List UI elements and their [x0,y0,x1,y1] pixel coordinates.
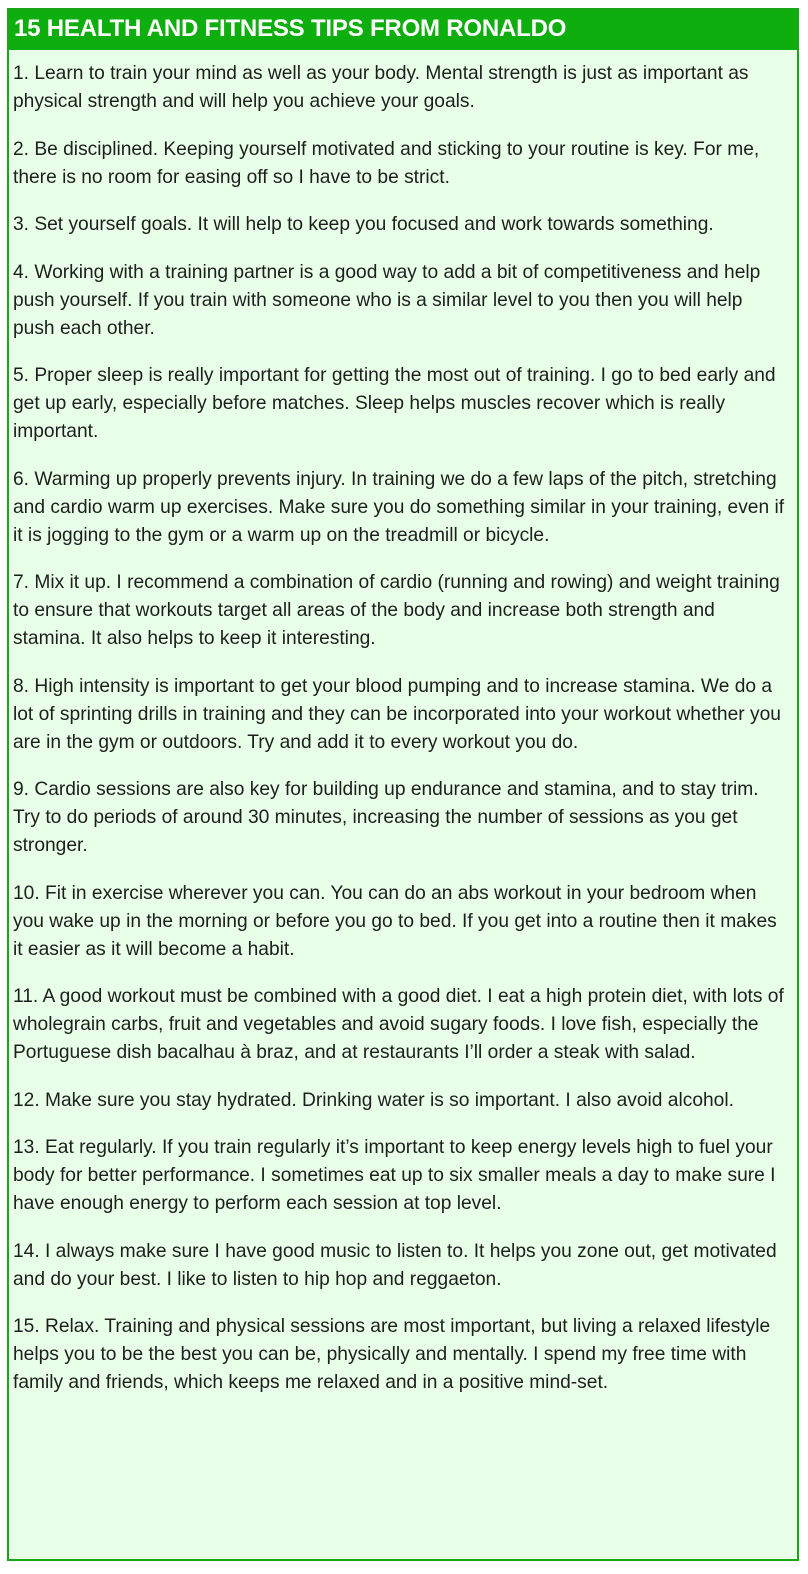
tip-13: 13. Eat regularly. If you train regularly it’s important to keep energy levels high to fuel your body for better performance. I sometimes eat up to six smaller meals a day to make sure I have enough energy to perform each session at top level. [13,1137,776,1214]
tip-8: 8. High intensity is important to get your blood pumping and to increase stamina. We do a lot of sprinting drills in training and they can be incorporated into your workout whether you are in the gym or outdoors. Try and add it to every workout you do. [13,675,781,753]
tip-5: 5. Proper sleep is really important for getting the most out of training. I go to bed early and get up early, especially before matches. Sleep helps muscles recover which is really important. [13,365,776,442]
tip-11: 11. A good workout must be combined with a good diet. I eat a high protein diet, with lots of wholegrain carbs, fruit and vegetables and avoid sugary foods. I love fish, especially the Portuguese dish bacalhau à braz, and at restaurants I’ll order a steak with salad. [13,986,784,1063]
tip-9: 9. Cardio sessions are also key for building up endurance and stamina, and to stay trim. Try to do periods of around 30 minutes, increasing the number of sessions as you get stronger. [13,779,759,856]
tip-15: 15. Relax. Training and physical sessions are most important, but living a relaxed lifestyle helps you to be the best you can be, physically and mentally. I spend my free time with family and friends, which keeps me relaxed and in a positive mind-set. [13,1316,771,1393]
tip-4: 4. Working with a training partner is a good way to add a bit of competitiveness and help push yourself. If you train with someone who is a similar level to you then you will help push each other. [13,261,761,339]
tips-list [9,50,797,1397]
tip-14: 14. I always make sure I have good music to listen to. It helps you zone out, get motivated and do your best. I like to listen to hip hop and reggaeton. [13,1240,777,1290]
tip-12: 12. Make sure you stay hydrated. Drinking water is so important. I also avoid alcohol. [13,1089,734,1111]
tip-2: 2. Be disciplined. Keeping yourself motivated and sticking to your routine is key. For me, there is no room for easing off so I have to be strict. [13,138,760,188]
tips-box [7,8,799,1561]
header-bar [9,10,797,50]
page-title: 15 HEALTH AND FITNESS TIPS FROM RONALDO [14,15,567,42]
tip-10: 10. Fit in exercise wherever you can. You can do an abs workout in your bedroom when you wake up in the morning or before you go to bed. If you get into a routine then it makes it easier as it will become a habit. [13,882,777,960]
tip-1: 1. Learn to train your mind as well as your body. Mental strength is just as important as physical strength and will help you achieve your goals. [13,63,749,112]
tip-6: 6. Warming up properly prevents injury. In training we do a few laps of the pitch, stretching and cardio warm up exercises. Make sure you do something similar in your training, even if it is jogging to the gym or a warm up on the treadmill or bicycle. [13,468,785,546]
tip-7: 7. Mix it up. I recommend a combination of cardio (running and rowing) and weight training to ensure that workouts target all areas of the body and increase both strength and stamina. It also helps to keep it interesting. [13,572,780,649]
tip-3: 3. Set yourself goals. It will help to keep you focused and work towards something. [13,214,714,235]
